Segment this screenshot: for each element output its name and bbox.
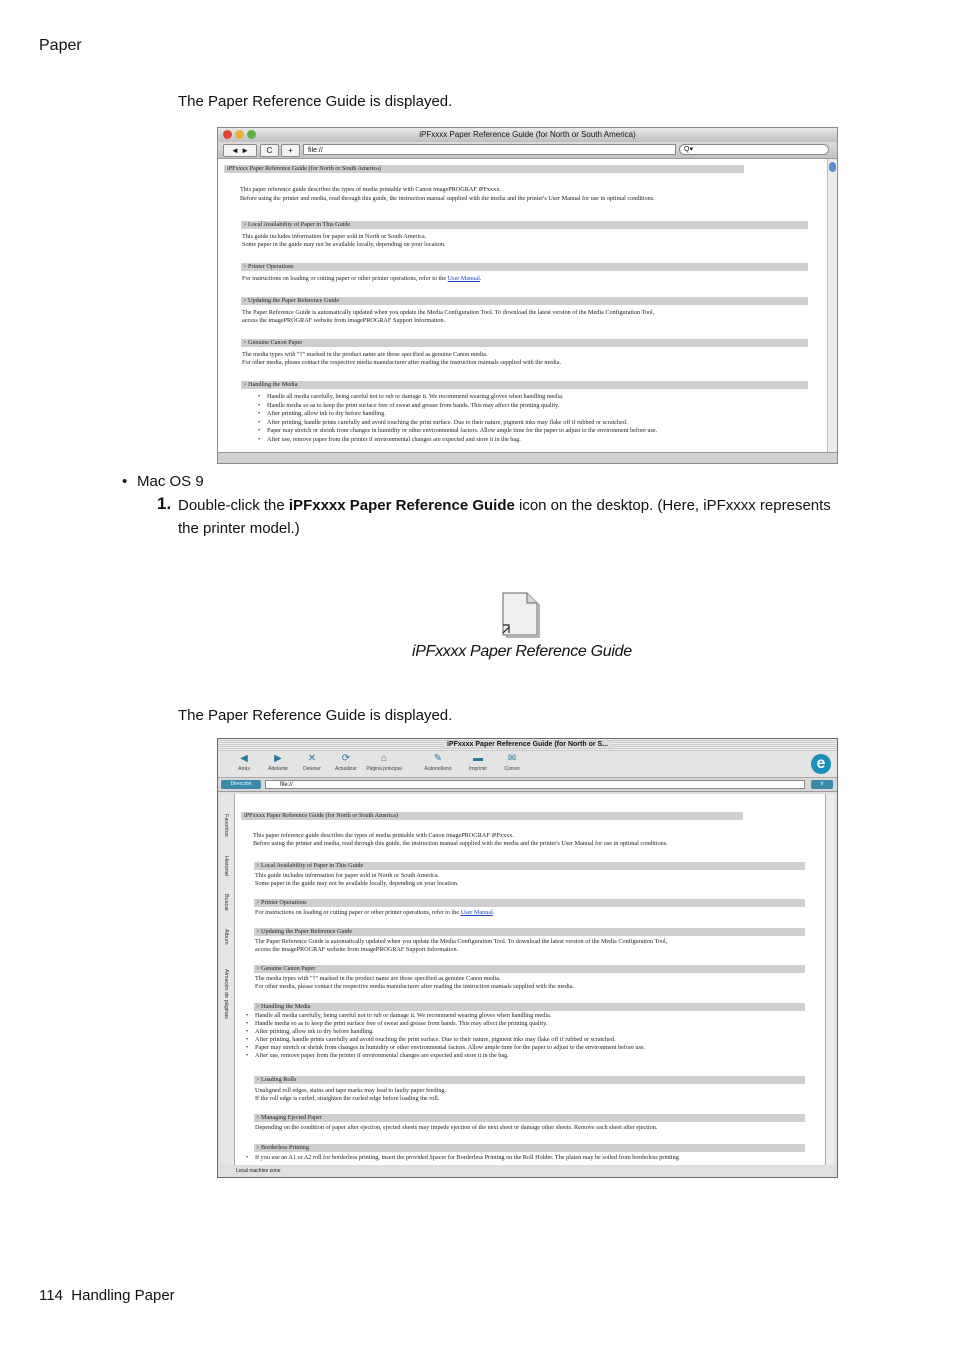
ie-address-bar: [218, 778, 837, 792]
printer-icon: ▬: [473, 753, 483, 764]
text-fragment: For instructions on loading or cutting paper or other printer operations, refer to the: [242, 275, 448, 282]
step-instruction: [178, 497, 831, 514]
search-field[interactable]: Q▾: [679, 144, 829, 155]
text-line: [242, 275, 481, 283]
list-item: • After printing, handle prints carefully and avoid touching the print surface. Due to their nature, pigment inks may flake off if rubbed or scratched.: [255, 1036, 616, 1044]
ie-window-title: iPFxxxx Paper Reference Guide (for North or S...: [443, 741, 612, 748]
step-text-pre: Double-click the: [178, 497, 289, 514]
section-printer-operations: > Printer Operations: [254, 899, 805, 907]
refresh-button[interactable]: [326, 753, 366, 772]
toolbar-label: Detener: [303, 766, 321, 772]
text-line: If the roll edge is curled, straighten the curled edge before loading the roll.: [255, 1095, 440, 1102]
refresh-icon: ⟳: [341, 753, 351, 764]
guide-intro-1: This paper reference guide describes the types of media printable with Canon imagePROGRAF iPFxxxx.: [253, 832, 514, 839]
step-text-bold: iPFxxxx Paper Reference Guide: [288, 497, 515, 514]
step-instruction-line2: the printer model.): [178, 520, 300, 537]
section-handling-media: > Handling the Media: [254, 1003, 805, 1011]
guide-title: iPFxxxx Paper Reference Guide (for North or South America): [224, 165, 744, 173]
text-line: Unaligned roll edges, stains and tape marks may lead to faulty paper feeding.: [255, 1087, 447, 1094]
text-line: Depending on the condition of paper after ejection, ejected sheets may impede ejection of the next sheet or damage other sheets. Remove each sheet after ejection.: [255, 1124, 658, 1131]
text-line: access the imagePROGRAF website from imagePROGRAF Support Information.: [255, 946, 459, 953]
safari-status-bar: [218, 452, 837, 463]
paragraph-guide-displayed-2: The Paper Reference Guide is displayed.: [178, 707, 453, 724]
address-field[interactable]: file://: [303, 144, 676, 155]
ie-titlebar: [218, 739, 837, 751]
toolbar-label: Autorrelleno: [424, 766, 452, 772]
close-icon[interactable]: [223, 130, 232, 139]
list-item: • If you use an A1 or A2 roll for borderless printing, insert the provided Spacer for Borderless Printing on the Roll Holder. The platen may be soiled from borderless printing: [255, 1154, 679, 1162]
tab-search[interactable]: Buscar: [223, 894, 229, 912]
minimize-icon[interactable]: [235, 130, 244, 139]
toolbar-label: Página principal: [366, 766, 402, 772]
document-alias-icon[interactable]: [499, 589, 541, 639]
text-line: [255, 909, 494, 917]
explorer-sidebar: [220, 794, 235, 1165]
go-button[interactable]: ir: [811, 780, 833, 789]
bullet-mark: •: [122, 473, 128, 490]
guide-intro-1: This paper reference guide describes the types of media printable with Canon imagePROGRAF iPFxxxx.: [240, 186, 501, 193]
home-button[interactable]: [364, 753, 404, 772]
text-line: For other media, please contact the respective media manufacturer after reading the instruction manuals supplied with the media.: [242, 359, 562, 366]
guide-title: iPFxxxx Paper Reference Guide (for North or South America): [241, 812, 743, 820]
toolbar-label: Atrás: [238, 766, 250, 772]
toolbar-label: Actualizar: [335, 766, 357, 772]
paragraph-guide-displayed-1: The Paper Reference Guide is displayed.: [178, 93, 453, 110]
section-handling-media: > Handling the Media: [241, 381, 808, 389]
toolbar-label: Imprimir: [468, 766, 488, 772]
section-genuine-canon-paper: > Genuine Canon Paper: [254, 965, 805, 973]
list-item: • Paper may stretch or shrink from changes in humidity or other environmental factors. Allow ample time for the paper to adjust to the environment before use.: [267, 427, 657, 435]
list-item: • After use, remove paper from the printer if environmental changes are expected and store it in the bag.: [267, 436, 521, 444]
user-manual-link[interactable]: User Manual: [460, 909, 493, 916]
text-line: For other media, please contact the respective media manufacturer after reading the instruction manuals supplied with the media.: [255, 983, 575, 990]
autofill-button[interactable]: [418, 753, 458, 772]
text-line: The Paper Reference Guide is automatically updated when you update the Media Configuration Tool. To download the latest version of the Media Configuration Tool,: [242, 309, 655, 316]
forward-arrow-icon: ▶: [274, 753, 282, 764]
list-item: • After use, remove paper from the printer if environmental changes are expected and store it in the bag.: [255, 1052, 509, 1060]
period: .: [492, 909, 495, 916]
footer-title: Handling Paper: [71, 1287, 175, 1304]
page-footer: [39, 1287, 175, 1304]
add-bookmark-button[interactable]: +: [281, 144, 300, 157]
list-item: • Handle all media carefully, being careful not to rub or damage it. We recommend wearing gloves when handling media.: [255, 1012, 551, 1020]
section-managing-ejected-paper: > Managing Ejected Paper: [254, 1114, 805, 1122]
tab-favorites[interactable]: Favoritos: [223, 814, 229, 837]
safari-titlebar: [218, 128, 837, 142]
list-item: • After printing, handle prints carefully and avoid touching the print surface. Due to their nature, pigment inks may flake off if rubbed or scratched.: [267, 419, 628, 427]
vertical-scrollbar[interactable]: [827, 159, 837, 453]
list-item: • Paper may stretch or shrink from changes in humidity or other environmental factors. Allow ample time for the paper to adjust to the environment before use.: [255, 1044, 645, 1052]
tab-album[interactable]: Álbum: [223, 929, 229, 945]
section-loading-rolls: > Loading Rolls: [254, 1076, 805, 1084]
toolbar-label: Adelante: [268, 766, 288, 772]
text-line: The media types with "†" marked in the product name are those specified as genuine Canon media.: [242, 351, 488, 358]
tab-history[interactable]: Historial: [223, 856, 229, 876]
section-local-availability: > Local Availability of Paper in This Guide: [254, 862, 805, 870]
vertical-scrollbar[interactable]: [825, 794, 835, 1165]
section-printer-operations: > Printer Operations: [241, 263, 808, 271]
ie-page-content: [235, 794, 825, 1165]
period: .: [479, 275, 482, 282]
text-line: Some paper in the guide may not be available locally, depending on your location.: [255, 880, 459, 887]
text-line: The media types with "†" marked in the product name are those specified as genuine Canon media.: [255, 975, 501, 982]
guide-intro-2: Before using the printer and media, read through this guide, the instruction manual supplied with the media and the printer's User Manual for use in optimal conditions.: [253, 840, 668, 847]
status-bar: Local machine zone: [220, 1167, 834, 1176]
text-line: This guide includes information for paper sold in North or South America.: [242, 233, 427, 240]
bullet-mac-os-9: Mac OS 9: [137, 473, 204, 490]
ie-toolbar: [218, 751, 837, 778]
safari-page-content: [218, 159, 827, 453]
text-line: Some paper in the guide may not be available locally, depending on your location.: [242, 241, 446, 248]
autofill-icon: ✎: [433, 753, 443, 764]
ie-logo-icon: e: [811, 754, 831, 774]
safari-toolbar: [218, 142, 837, 159]
list-item: • After printing, allow ink to dry before handling.: [255, 1028, 374, 1036]
address-field[interactable]: file://: [265, 780, 805, 789]
back-arrow-icon: ◀: [240, 753, 248, 764]
mail-button[interactable]: [492, 753, 532, 772]
step-text-post: icon on the desktop. (Here, iPFxxxx represents: [514, 497, 831, 514]
reload-button[interactable]: C: [260, 144, 279, 157]
mail-icon: ✉: [507, 753, 517, 764]
text-line: This guide includes information for paper sold in North or South America.: [255, 872, 440, 879]
guide-intro-2: Before using the printer and media, read through this guide, the instruction manual supplied with the media and the printer's User Manual for use in optimal conditions.: [240, 195, 655, 202]
back-forward-button[interactable]: ◄ ►: [223, 144, 257, 157]
step-number: 1.: [157, 494, 172, 513]
section-local-availability: > Local Availability of Paper in This Guide: [241, 221, 808, 229]
zoom-icon[interactable]: [247, 130, 256, 139]
section-genuine-canon-paper: > Genuine Canon Paper: [241, 339, 808, 347]
running-header: Paper: [39, 37, 82, 54]
safari-window-title: iPFxxxx Paper Reference Guide (for North or South America): [419, 130, 636, 139]
scroll-thumb[interactable]: [829, 162, 836, 172]
section-borderless-printing: > Borderless Printing: [254, 1144, 805, 1152]
address-label: Dirección: [221, 780, 261, 789]
list-item: • Handle all media carefully, being careful not to rub or damage it. We recommend wearing gloves when handling media.: [267, 393, 563, 401]
ie-window: [217, 738, 838, 1178]
page-number: 114: [39, 1287, 63, 1304]
stop-icon: ✕: [307, 753, 317, 764]
desktop-icon-label[interactable]: iPFxxxx Paper Reference Guide: [412, 643, 632, 660]
text-line: access the imagePROGRAF website from imagePROGRAF Support Information.: [242, 317, 446, 324]
list-item: • Handle media so as to keep the print surface free of sweat and grease from hands. This may affect the printing quality.: [255, 1020, 547, 1028]
user-manual-link[interactable]: User Manual: [447, 275, 480, 282]
section-updating-guide: > Updating the Paper Reference Guide: [254, 928, 805, 936]
list-item: • Handle media so as to keep the print surface free of sweat and grease from hands. This may affect the printing quality.: [267, 402, 559, 410]
home-icon: ⌂: [380, 753, 388, 764]
text-line: The Paper Reference Guide is automatically updated when you update the Media Configuration Tool. To download the latest version of the Media Configuration Tool,: [255, 938, 668, 945]
safari-window: [217, 127, 838, 464]
text-fragment: For instructions on loading or cutting paper or other printer operations, refer to the: [255, 909, 461, 916]
toolbar-label: Correo: [504, 766, 520, 772]
tab-page-holder[interactable]: Almacén de páginas: [223, 969, 229, 1019]
list-item: • After printing, allow ink to dry before handling.: [267, 410, 386, 418]
section-updating-guide: > Updating the Paper Reference Guide: [241, 297, 808, 305]
